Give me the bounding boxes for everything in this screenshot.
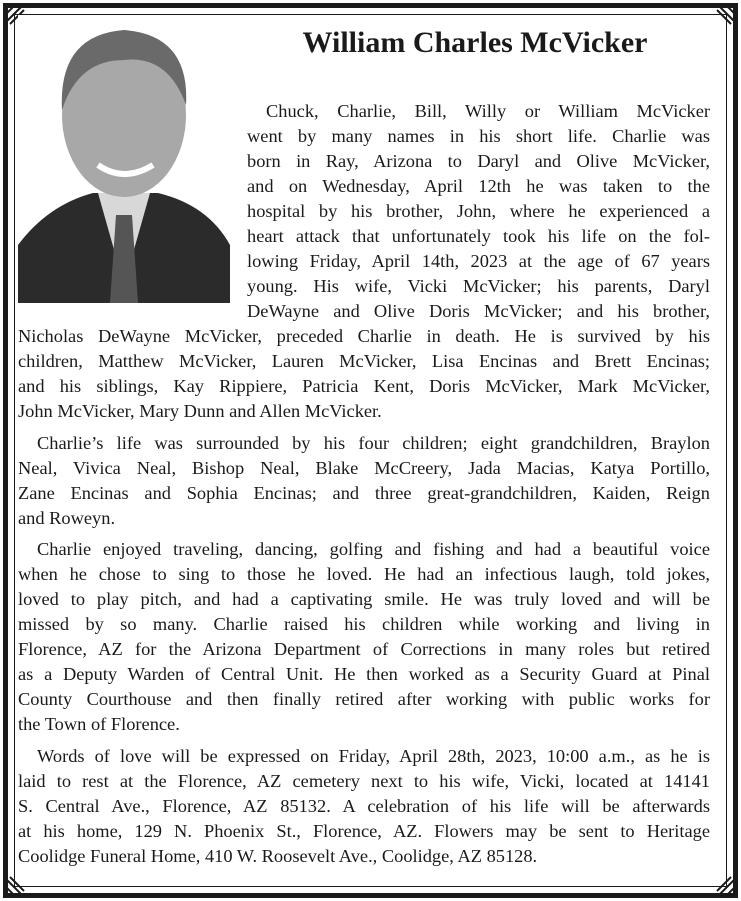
text-line: missed by so many. Charlie raised his children while working and living in <box>18 614 710 634</box>
text-line: and on Wednesday, April 12th he was taken to the <box>247 176 710 196</box>
text-line: lowing Friday, April 14th, 2023 at the age of 67 years <box>247 251 710 271</box>
text-line: and his siblings, Kay Rippiere, Patricia Kent, Doris McVicker, Mark McVicker, <box>18 376 710 396</box>
text-line: as a Deputy Warden of Central Unit. He then worked as a Security Guard at Pinal <box>18 664 710 684</box>
portrait-photo <box>18 15 230 303</box>
text-line: laid to rest at the Florence, AZ cemetery next to his wife, Vicki, located at 14141 <box>18 771 710 791</box>
text-line: heart attack that unfortunately took his life on the fol- <box>247 226 710 246</box>
text-line: Charlie enjoyed traveling, dancing, golfing and fishing and had a beautiful voice <box>37 539 710 559</box>
text-line: at his home, 129 N. Phoenix St., Florence, AZ. Flowers may be sent to Heritage <box>18 821 710 841</box>
text-line: hospital by his brother, John, where he experienced a <box>247 201 710 221</box>
text-line: Florence, AZ for the Arizona Department of Corrections in many roles but retired <box>18 639 710 659</box>
corner-ornament <box>712 3 738 29</box>
text-line: S. Central Ave., Florence, AZ 85132. A celebration of his life will be afterwards <box>18 796 710 816</box>
text-line: young. His wife, Vicki McVicker; his parents, Daryl <box>247 276 710 296</box>
text-line: Nicholas DeWayne McVicker, preceded Charlie in death. He is survived by his <box>18 326 710 346</box>
text-line: Zane Encinas and Sophia Encinas; and three great-grandchildren, Kaiden, Reign <box>18 483 710 503</box>
text-line: born in Ray, Arizona to Daryl and Olive McVicker, <box>247 151 710 171</box>
text-line: Chuck, Charlie, Bill, Willy or William McVicker <box>266 101 710 121</box>
text-line: the Town of Florence. <box>18 714 180 734</box>
text-line: County Courthouse and then finally retired after working with public works for <box>18 689 710 709</box>
text-line: went by many names in his short life. Charlie was <box>247 126 710 146</box>
text-line: Coolidge Funeral Home, 410 W. Roosevelt Ave., Coolidge, AZ 85128. <box>18 846 538 866</box>
page-title: William Charles McVicker <box>302 26 648 59</box>
text-line: Charlie’s life was surrounded by his four children; eight grandchildren, Braylon <box>37 433 710 453</box>
text-line: DeWayne and Olive Doris McVicker; and his brother, <box>247 301 710 321</box>
text-line: and Roweyn. <box>18 508 116 528</box>
text-line: Words of love will be expressed on Friday, April 28th, 2023, 10:00 a.m., as he is <box>37 746 710 766</box>
text-line: children, Matthew McVicker, Lauren McVicker, Lisa Encinas and Brett Encinas; <box>18 351 710 371</box>
text-line: John McVicker, Mary Dunn and Allen McVicker. <box>18 401 382 421</box>
text-line: when he chose to sing to those he loved. He had an infectious laugh, told jokes, <box>18 564 710 584</box>
text-line: loved to play pitch, and had a captivating smile. He was truly loved and will be <box>18 589 710 609</box>
corner-ornament <box>3 872 29 898</box>
corner-ornament <box>712 872 738 898</box>
text-line: Neal, Vivica Neal, Bishop Neal, Blake McCreery, Jada Macias, Katya Portillo, <box>18 458 710 478</box>
